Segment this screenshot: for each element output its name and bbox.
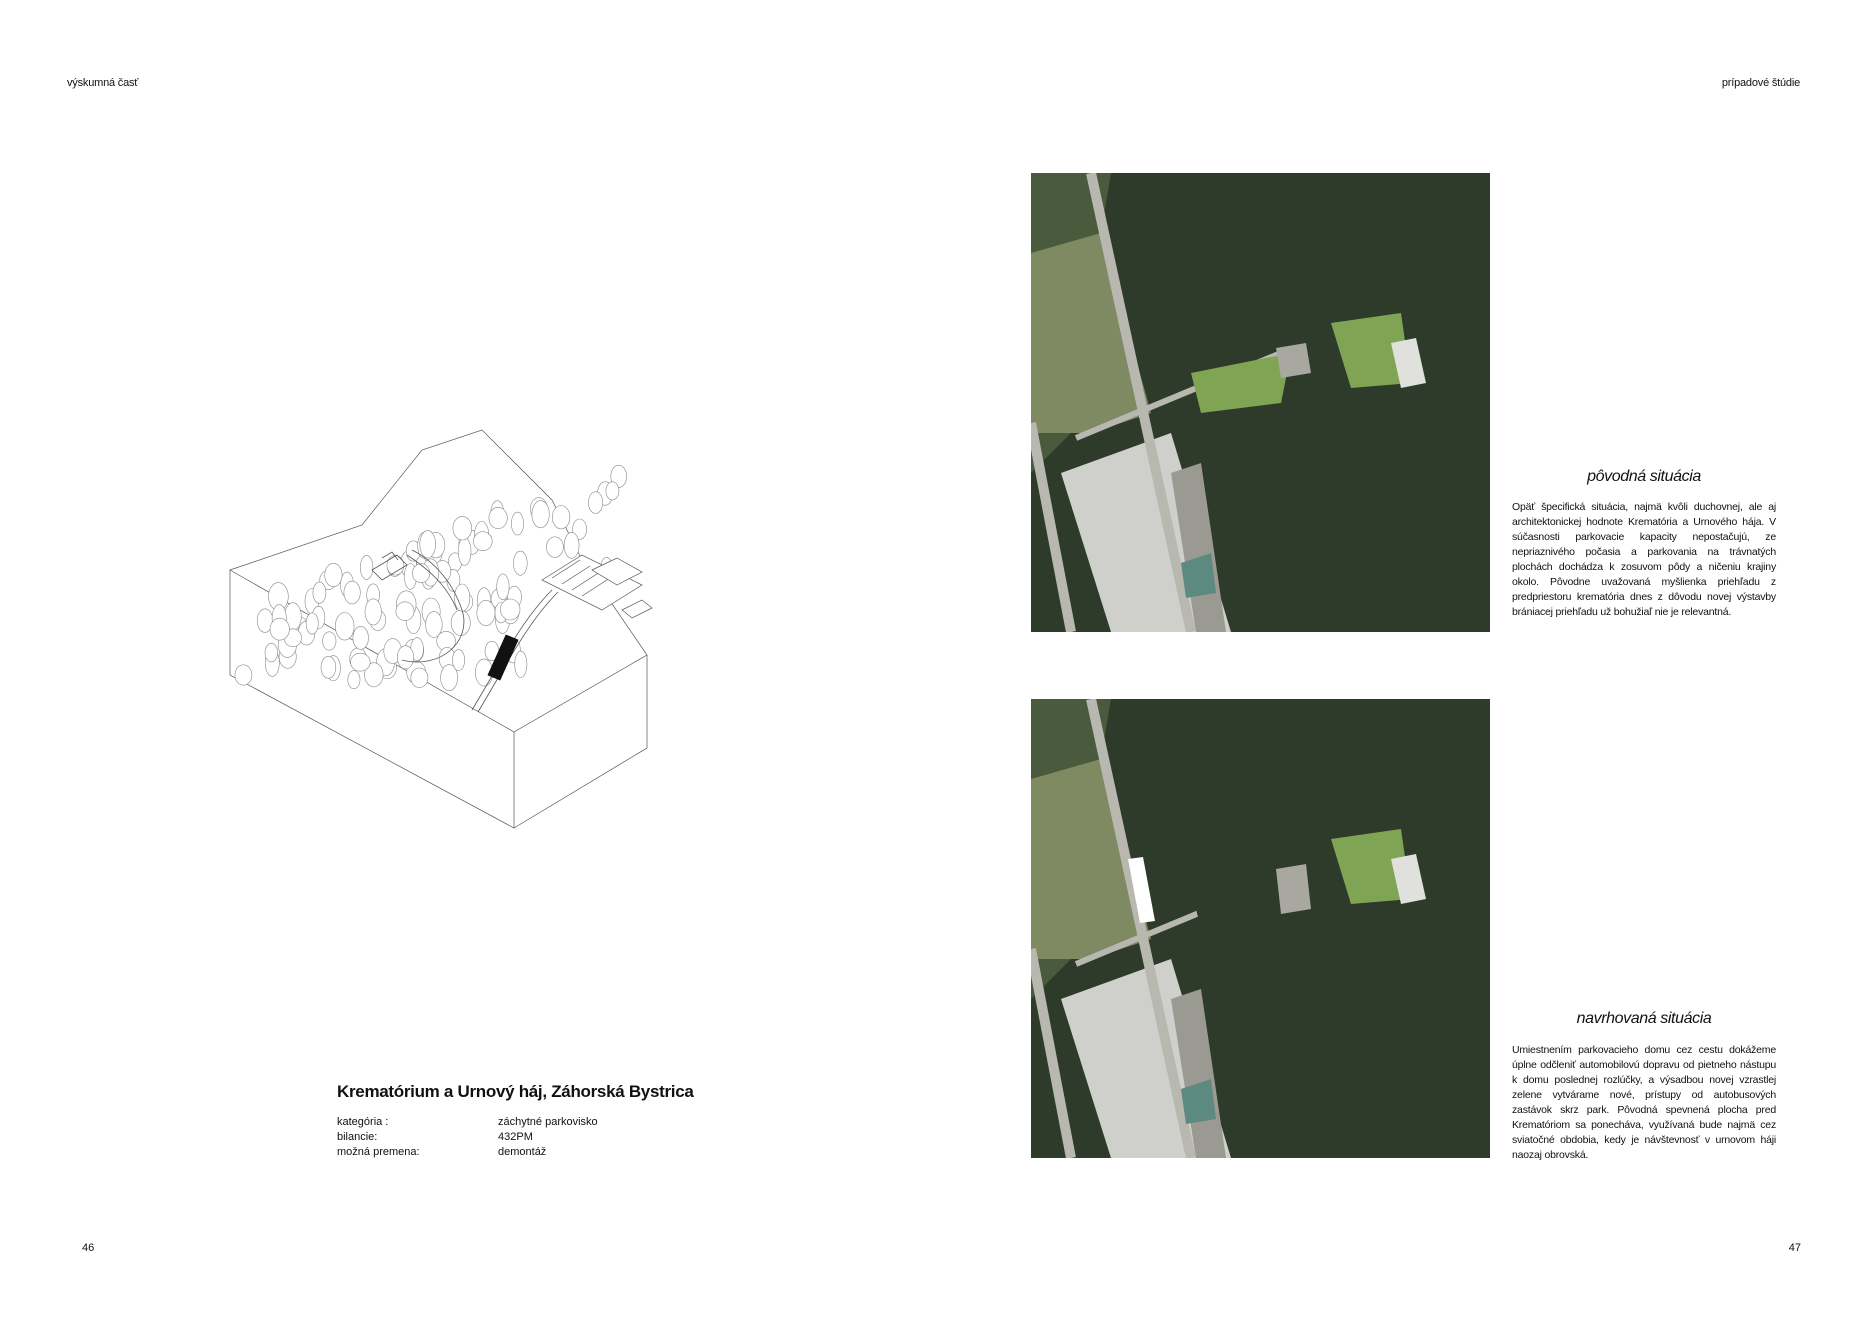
tree-canopy [532,501,549,528]
tree-canopy [306,613,318,634]
tree-canopy [313,582,326,603]
tree-canopy [564,532,579,558]
aerial-svg-proposed [1031,699,1490,1158]
tree-canopy [453,516,472,540]
attribute-label: možná premena: [337,1146,420,1158]
page-number-left: 46 [82,1242,95,1254]
tree-canopy [397,646,413,669]
tree-canopy [396,602,414,621]
tree-canopy [412,564,429,583]
attribute-row [337,1116,598,1131]
isometric-svg [222,410,742,840]
attribute-row [337,1146,598,1161]
tree-canopy [265,643,278,662]
tree-canopy [515,651,527,677]
tree-canopy [546,537,563,558]
aerial-photo-proposed [1031,699,1490,1158]
attribute-value: záchytné parkovisko [498,1116,598,1128]
tree-canopy [335,613,354,641]
heading-original-situation: pôvodná situácia [1587,468,1701,485]
tree-canopy [606,482,619,500]
tree-canopy [477,600,495,625]
tree-canopy [489,507,507,528]
tree-canopy [451,610,470,635]
project-title: Krematórium a Urnový háj, Záhorská Bystrica [337,1082,694,1101]
running-header-left: výskumná časť [67,77,139,89]
attribute-label: kategória : [337,1116,389,1128]
tree-canopy [426,612,443,638]
aerial-svg-original [1031,173,1490,632]
attribute-value: demontáž [498,1146,547,1158]
tree-canopy [270,618,289,640]
tree-canopy [353,626,369,649]
aerial-photo-original [1031,173,1490,632]
project-info [337,1082,694,1161]
tree-canopy [473,532,492,551]
tree-canopy [323,632,336,650]
tree-canopy [511,512,523,535]
running-header-right: prípadové štúdie [1721,77,1800,89]
tree-canopy [365,599,381,625]
text-original-situation: Opäť špecifická situácia, najmä kvôli duchovnej, ale aj architektonickej hodnote Krematória a Urnového hája. V súčasnosti parkovacie kapacity nepostačujú, ze nepriaznivého počasia a parkovania na trávnatých plochách dochádza k zosuvom pôdy a ničeniu krajiny okolo. Pôvodne uvažovaná myšlienka priehľadu z predpriestoru krematória dnes z dôvodu novej výstavby brániacej priehľadu už bohužiaľ nie je relevantná. [1512,501,1776,618]
tree-canopy [235,665,252,685]
tree-canopy [360,555,373,579]
isometric-site-drawing [222,410,742,840]
page-number-right: 47 [1788,1242,1801,1254]
tree-canopy [321,656,336,678]
tree-canopy [513,551,527,575]
project-attributes [337,1116,598,1161]
heading-proposed-situation: navrhovaná situácia [1576,1010,1712,1027]
attribute-row [337,1131,598,1146]
tree-canopy [344,581,360,604]
tree-canopy [351,653,371,671]
tree-canopy [348,671,360,689]
tree-canopy [552,506,570,529]
attribute-value: 432PM [498,1131,533,1143]
tree-canopy [420,531,436,558]
tree-canopy [453,650,465,671]
tree-canopy [500,599,520,620]
tree-canopy [325,563,342,586]
tree-canopy [497,574,509,600]
tree-canopy [458,538,471,566]
text-proposed-situation: Umiestnením parkovacieho domu cez cestu dokážeme úplne odčleniť automobilovú dopravu od pietneho nástupu k domu poslednej rozlúčky, a výsadbou novej vzrastlej zelene vytvárame nové, prístupy od autobusových zastávok skrz park. Pôvodná spevnená plocha pred Krematóriom sa ponecháva, využívaná bude najmä cez sviatočné obdobia, kedy je návštevnosť v urnovom háji naozaj obrovská. [1512,1044,1776,1161]
tree-canopy [411,668,428,688]
attribute-label: bilancie: [337,1131,378,1143]
tree-canopy [588,492,602,514]
